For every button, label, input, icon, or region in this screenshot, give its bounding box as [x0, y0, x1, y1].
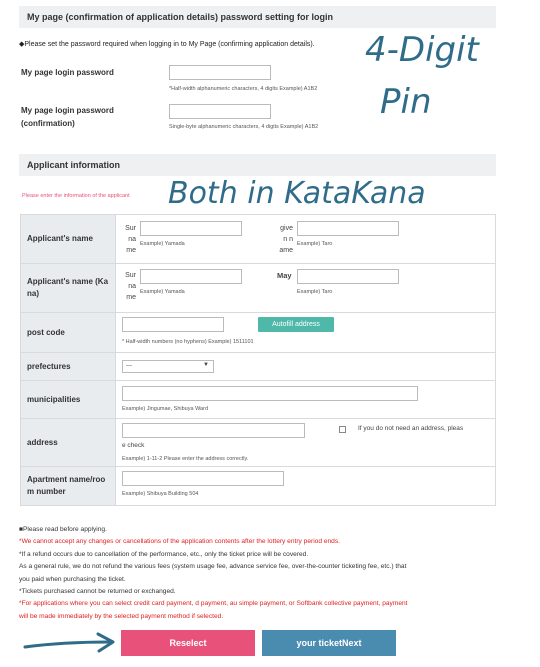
note-line: *We cannot accept any changes or cancellations of the application contents after the lottery entry period ends.	[19, 538, 340, 546]
password-hint: *Half-width alphanumeric characters, 4 digits Example) A1B2	[169, 86, 318, 92]
password-instruction: ◆Please set the password required when logging in to My Page (confirming application details).	[19, 41, 315, 48]
footer-notes	[19, 524, 499, 623]
kana-surname-example: Example) Yamada	[140, 289, 185, 295]
municipalities-input[interactable]	[122, 386, 418, 401]
annotation-four-digit: 4-Digit	[365, 30, 479, 70]
apartment-example: Example) Shibuya Building 504	[122, 491, 199, 497]
applicant-instruction: Please enter the information of the applicant	[22, 193, 130, 199]
apartment-input[interactable]	[122, 471, 284, 486]
annotation-arrow-icon	[22, 630, 122, 656]
municipalities-example: Example) Jingumae, Shibuya Ward	[122, 406, 209, 412]
prefectures-label: prefectures	[21, 353, 116, 381]
password-section-title: My page (confirmation of application details) password setting for login	[19, 6, 496, 28]
given-name-example: Example) Taro	[297, 241, 333, 247]
note-line: *Tickets purchased cannot be returned or exchanged.	[19, 588, 176, 596]
note-line: *If a refund occurs due to cancellation of the performance, etc., only the ticket price will be covered.	[19, 550, 309, 558]
surname-input[interactable]	[140, 221, 242, 236]
kana-given-label: May	[277, 271, 292, 280]
no-address-text: If you do not need an address, pleas	[358, 425, 464, 432]
autofill-address-button[interactable]: Autofill address	[258, 317, 334, 332]
kana-name-label: Applicant's name (Ka na)	[21, 264, 116, 313]
annotation-katakana: Both in KataKana	[168, 176, 426, 211]
prefectures-select[interactable]: --- ▼	[122, 360, 214, 373]
no-address-text-cont: e check	[122, 442, 145, 449]
next-button[interactable]: your ticketNext	[262, 630, 396, 656]
password-label: My page login password	[21, 68, 114, 77]
chevron-down-icon: ▼	[203, 362, 209, 368]
address-example: Example) 1-11-2 Please enter the address correctly.	[122, 456, 249, 462]
apartment-label: Apartment name/roo m number	[21, 467, 116, 506]
kana-surname-label: Sur na me	[125, 272, 136, 301]
municipalities-label: municipalities	[21, 381, 116, 419]
confirm-password-hint: Single-byte alphanumeric characters, 4 digits Example) A1B2	[169, 124, 319, 130]
given-name-label: give n n ame	[279, 225, 293, 254]
address-input[interactable]	[122, 423, 305, 438]
given-name-input[interactable]	[297, 221, 399, 236]
confirm-password-input[interactable]	[169, 104, 271, 119]
no-address-checkbox[interactable]	[339, 426, 346, 433]
kana-surname-input[interactable]	[140, 269, 242, 284]
surname-label: Sur na me	[125, 225, 136, 254]
applicant-section-title: Applicant information	[19, 154, 496, 176]
confirm-password-label: My page login password (confirmation)	[21, 106, 114, 128]
annotation-pin: Pin	[380, 82, 432, 122]
address-label: address	[21, 419, 116, 467]
note-line: *For applications where you can select credit card payment, d payment, au simple payment, or Softbank collective payment, payment	[19, 600, 408, 608]
applicant-name-label: Applicant's name	[21, 215, 116, 264]
applicant-form	[20, 214, 496, 506]
postcode-label: post code	[21, 313, 116, 353]
note-line: As a general rule, we do not refund the various fees (system usage fee, advance service fee, over-the-counter ticketing fee, etc.) that	[19, 563, 407, 571]
postcode-input[interactable]	[122, 317, 224, 332]
kana-given-example: Example) Taro	[297, 289, 333, 295]
surname-example: Example) Yamada	[140, 241, 185, 247]
reselect-button[interactable]: Reselect	[121, 630, 255, 656]
note-line: you paid when purchasing the ticket.	[19, 575, 126, 583]
password-input[interactable]	[169, 65, 271, 80]
postcode-hint: * Half-width numbers (no hyphens) Example) 1511101	[122, 339, 254, 345]
note-line: will be made immediately by the selected payment method if selected.	[19, 612, 224, 620]
kana-given-input[interactable]	[297, 269, 399, 284]
notes-heading: ■Please read before applying.	[19, 526, 107, 533]
